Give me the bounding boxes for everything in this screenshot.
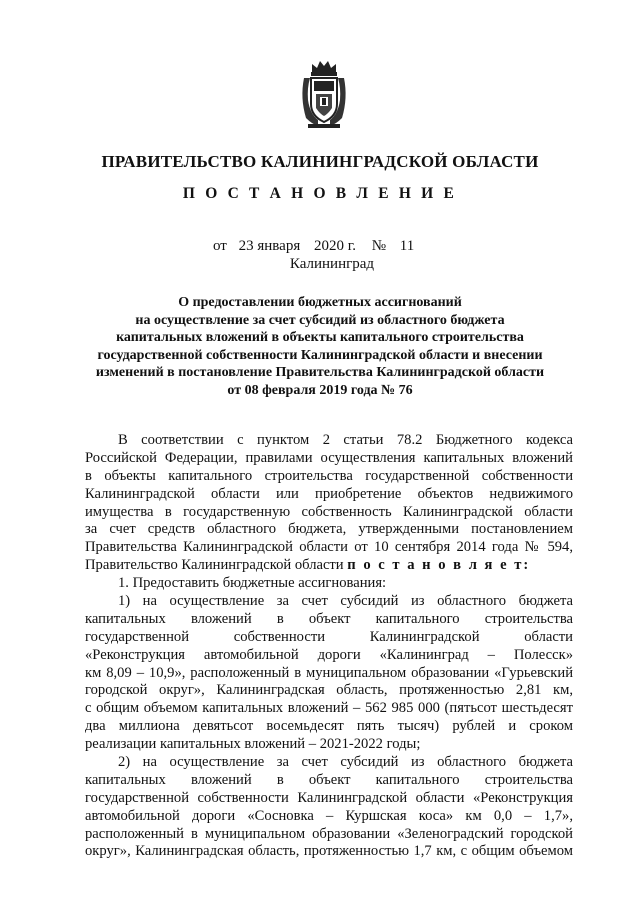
body-line: государственной собственности Калининградской области «Реконструкция	[85, 789, 573, 806]
government-name: ПРАВИТЕЛЬСТВО КАЛИНИНГРАДСКОЙ ОБЛАСТИ	[101, 152, 539, 171]
body-line: 1) на осуществление за счет субсидий из областного бюджета	[118, 593, 573, 610]
heading-line: О предоставлении бюджетных ассигнований	[178, 295, 462, 310]
body-line: км 8,09 – 10,9», расположенный в муниципальном образовании «Гурьевский	[85, 664, 573, 681]
body-line: два миллиона девятьсот восемьдесят пять тысяч) рублей и сроком	[85, 718, 573, 735]
body-line: в объекты капитального строительства государственной собственности	[85, 467, 573, 484]
body-line	[85, 557, 573, 575]
body-line: городской округ», Калининградская область, протяженностью 2,81 км,	[85, 682, 573, 699]
body-line-text: Правительство Калининградской области	[85, 557, 344, 574]
body-line: Российской Федерации, правилами осуществления капитальных вложений	[85, 449, 573, 466]
document-heading	[70, 294, 570, 400]
body-line: капитальных вложений в объект капитального строительства	[85, 771, 573, 788]
heading-line: на осуществление за счет субсидий из областного бюджета	[135, 312, 505, 328]
body-line: В соответствии с пунктом 2 статьи 78.2 Бюджетного кодекса	[118, 432, 573, 448]
decree-word: п о с т а н о в л я е т:	[347, 557, 531, 574]
document-type: П О С Т А Н О В Л Е Н И Е	[182, 185, 458, 202]
body-line: Калининградской области или приобретение объектов недвижимого	[85, 485, 573, 502]
heading-line: от 08 февраля 2019 года № 76	[227, 382, 413, 398]
heading-line: капитальных вложений в объекты капитального строительства	[116, 330, 524, 346]
number-sign: №	[371, 238, 387, 254]
date-line	[213, 238, 414, 255]
body-line: реализации капитальных вложений – 2021-2022 годы;	[85, 736, 421, 753]
heading-line: государственной собственности Калининградской области и внесении	[97, 347, 543, 363]
body-line: автомобильной дороги «Сосновка – Куршская коса» км 0,0 – 1,7»,	[85, 807, 573, 824]
body-line: «Реконструкция автомобильной дороги «Калининград – Полесск»	[85, 646, 573, 663]
document-body	[85, 432, 573, 861]
body-line: округ», Калининградская область, протяженностью 1,7 км, с общим объемом	[85, 843, 573, 860]
body-line: Правительства Калининградской области от 10 сентября 2014 года № 594,	[85, 539, 573, 556]
body-line: государственной собственности Калининградской области	[85, 628, 573, 645]
body-line: 1. Предоставить бюджетные ассигнования:	[118, 575, 387, 592]
document-number: 11	[399, 238, 415, 254]
body-line: имущества в государственную собственность Калининградской области	[85, 503, 573, 520]
date-year: 2020 г.	[313, 238, 356, 254]
body-line: капитальных вложений в объект капитального строительства	[85, 610, 573, 627]
date-day-month: 23 января	[238, 238, 301, 254]
date-prefix: от	[213, 238, 227, 254]
body-line: 2) на осуществление за счет субсидий из областного бюджета	[118, 754, 573, 771]
heading-line: изменений в постановление Правительства Калининградской области	[95, 365, 545, 381]
body-line: расположенный в муниципальном образовании «Зеленоградский городской	[85, 825, 573, 842]
coat-of-arms-icon	[298, 58, 350, 130]
body-line: с общим объемом капитальных вложений – 562 985 000 (пятьсот шестьдесят	[85, 700, 573, 717]
city: Калининград	[289, 256, 375, 272]
body-line: за счет средств областного бюджета, утвержденными постановлением	[85, 521, 573, 538]
